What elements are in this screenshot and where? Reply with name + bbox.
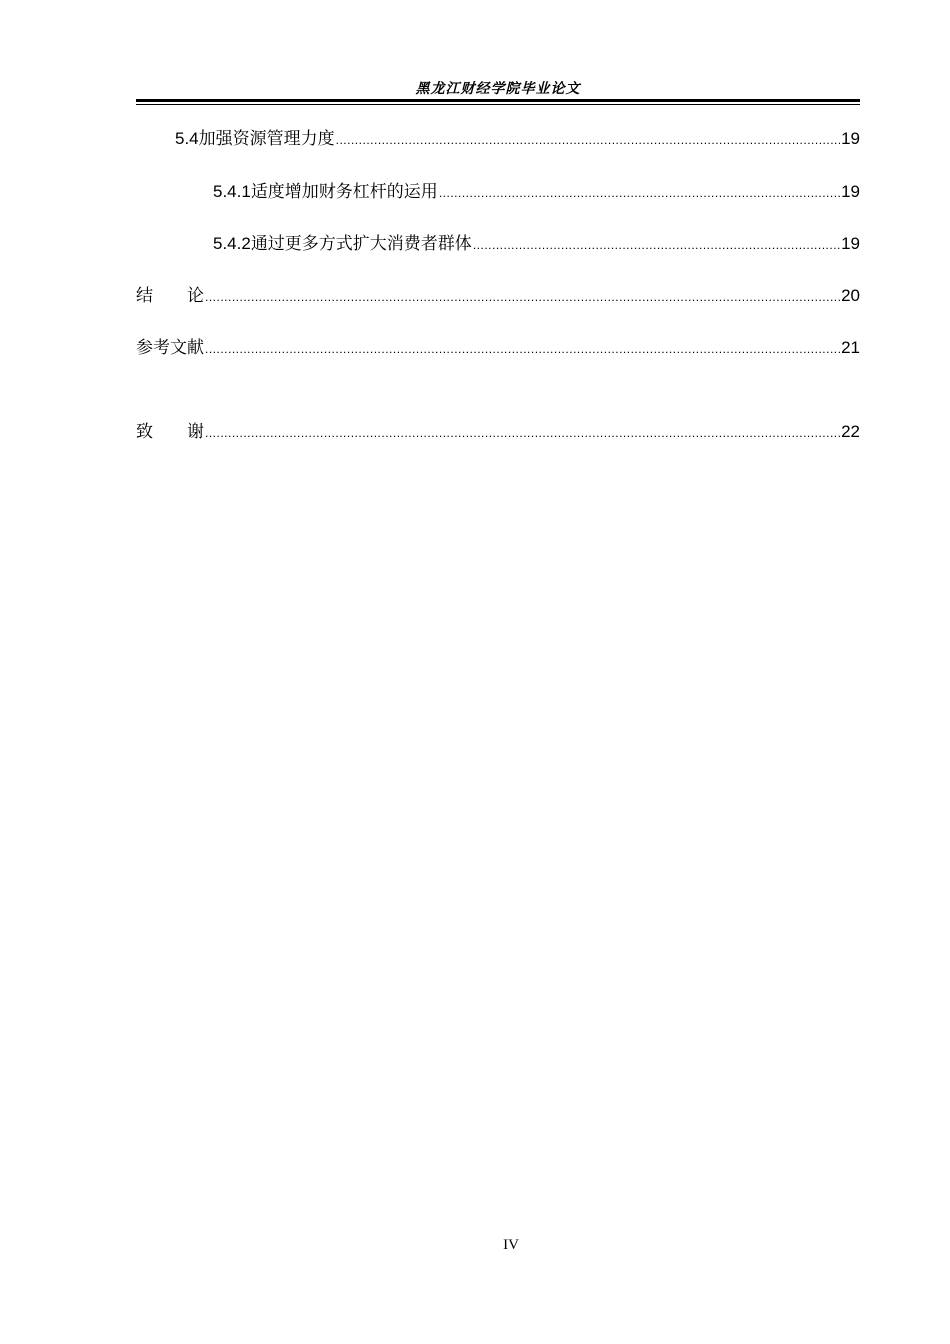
toc-entry-title: 参考文献 bbox=[136, 338, 204, 358]
toc-leader-dots bbox=[205, 285, 840, 309]
toc-entry-title: 通过更多方式扩大消费者群体 bbox=[250, 234, 472, 254]
toc-entry-references[interactable] bbox=[136, 336, 860, 361]
toc-entry-page: 20 bbox=[841, 286, 860, 305]
toc-entry-5-4-2[interactable] bbox=[213, 232, 860, 257]
toc-entry-5-4-1[interactable] bbox=[213, 180, 860, 205]
toc-entry-page: 19 bbox=[841, 182, 860, 201]
toc-leader-dots bbox=[205, 337, 840, 361]
header-rule-thick bbox=[136, 99, 860, 102]
toc-entry-title: 结 论 bbox=[136, 286, 204, 306]
toc-entry-title: 致 谢 bbox=[136, 422, 204, 442]
footer-page-number: IV bbox=[503, 1237, 519, 1253]
toc-leader-dots bbox=[336, 128, 840, 152]
toc-entry-conclusion[interactable] bbox=[136, 284, 860, 309]
toc-entry-page: 21 bbox=[841, 338, 860, 357]
toc-entry-5-4[interactable] bbox=[175, 127, 860, 152]
toc-entry-number: 5.4.2 bbox=[213, 234, 251, 253]
header-rule-thin bbox=[136, 104, 860, 105]
toc-entry-number: 5.4 bbox=[175, 129, 199, 148]
toc-entry-page: 22 bbox=[841, 422, 860, 441]
header-title: 黑龙江财经学院毕业论文 bbox=[415, 81, 581, 97]
toc-leader-dots bbox=[205, 421, 840, 445]
toc-entry-acknowledgements[interactable] bbox=[136, 420, 860, 445]
toc-entry-page: 19 bbox=[841, 129, 860, 148]
toc-entry-page: 19 bbox=[841, 234, 860, 253]
toc-leader-dots bbox=[439, 181, 840, 205]
toc-entry-title: 适度增加财务杠杆的运用 bbox=[250, 182, 438, 202]
toc-entry-number: 5.4.1 bbox=[213, 182, 251, 201]
toc-leader-dots bbox=[473, 233, 840, 257]
toc-entry-title: 加强资源管理力度 bbox=[198, 129, 335, 149]
